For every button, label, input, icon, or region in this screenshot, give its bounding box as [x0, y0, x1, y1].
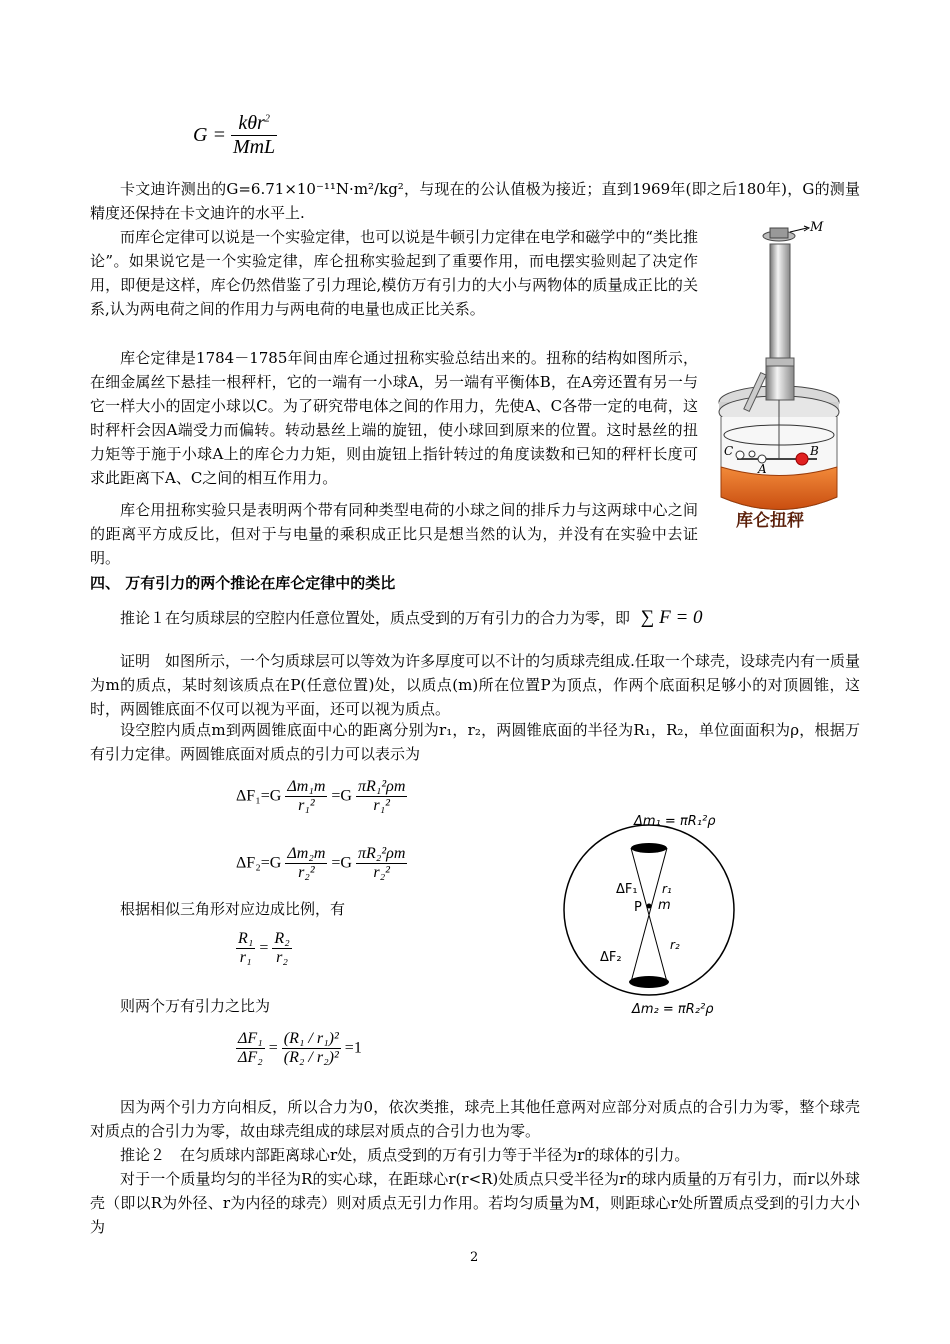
sphere-label-r2: r₂: [670, 938, 680, 952]
torsion-balance-figure: [712, 222, 862, 532]
eq1-mid: =G: [331, 787, 352, 805]
paragraph-torsion-balance: 库仑定律是1784－1785年间由库仑通过扭称实验总结出来的。扭称的结构如图所示，在细金属丝下悬挂一根秤杆，它的一端有一小球A，另一端有平衡体B，在A旁还置有另一与它一样大小的固定小球以C。为了研究带电体之间的作用力，先使A、C各带一定的电荷，这时秤杆会因A端受力而偏转。转动悬丝上端的旋钮，使小球回到原来的位置。这时悬丝的扭力矩等于施于小球A上的库仑力力矩，则由旋钮上指针转过的角度读数和已知的秤杆长度可求此距离下A、C之间的相互作用力。: [90, 349, 698, 487]
formula-g-den: MmL: [232, 136, 276, 158]
eq3-den1: r₁: [239, 949, 252, 966]
sphere-label-p: P: [634, 900, 642, 915]
paragraph-similar-triangles: 根据相似三角形对应边成比例，有: [120, 900, 346, 918]
paragraph-cavendish: 卡文迪许测出的G=6.71×10⁻¹¹N·m²/kg²，与现在的公认值极为接近；直到1969年(即之后180年)，G的测量精度还保持在卡文迪许的水平上.: [90, 180, 860, 222]
torsion-label-a: A: [758, 462, 767, 476]
corollary-1-formula: ∑ F = 0: [640, 607, 703, 628]
eq1-num1: Δm₁m: [287, 778, 326, 795]
torsion-label-b: B: [810, 444, 819, 458]
corollary-1-line: [90, 603, 880, 633]
eq2-mid: =G: [331, 854, 352, 872]
section-heading: 四、 万有引力的两个推论在库仑定律中的类比: [90, 574, 396, 592]
page-number: 2: [470, 1250, 479, 1265]
eq2-den1: r₂²: [298, 864, 315, 881]
sphere-top-label: Δm₁ = πR₁²ρ: [634, 814, 716, 829]
eq4-num1: ΔF₁: [238, 1030, 263, 1047]
eq1-lhs: ΔF₁=G: [236, 787, 282, 805]
eq4-den1: ΔF₂: [238, 1049, 263, 1066]
equation-delta-f2: [236, 845, 407, 882]
formula-g-fraction: [231, 112, 277, 159]
sphere-label-r1: r₁: [662, 882, 672, 896]
eq1-den1: r₁²: [298, 797, 315, 814]
formula-g-sup: 2: [264, 113, 270, 125]
eq2-lhs: ΔF₂=G: [236, 854, 282, 872]
sphere-label-df1: ΔF₁: [616, 882, 638, 897]
paragraph-coulomb-experiment: 库仑用扭称实验只是表明两个带有同种类型电荷的小球之间的排斥力与这两球中心之间的距离平方成反比，但对于与电量的乘积成正比只是想当然的认为，并没有在实验中去证明。: [90, 501, 698, 567]
sphere-shell-figure: [560, 810, 750, 1030]
eq2-den2: r₂²: [373, 864, 390, 881]
eq1-num2: πR₁²ρm: [357, 778, 406, 795]
equation-ratio: [236, 930, 292, 967]
torsion-caption: 库仑扭秤: [736, 511, 804, 531]
eq1-den2: r₁²: [373, 797, 390, 814]
paragraph-setup: 设空腔内质点m到两圆锥底面中心的距离分别为r₁，r₂，两圆锥底面的半径为R₁，R₂，单位面面积为ρ，根据万有引力定律。两圆锥底面对质点的引力可以表示为: [90, 721, 860, 763]
torsion-balance-illustration: [712, 222, 862, 532]
eq4-rhs: =1: [344, 1039, 362, 1057]
eq3-num2: R₂: [274, 930, 290, 947]
paragraph-conclusion: 因为两个引力方向相反，所以合力为0，依次类推，球壳上其他任意两对应部分对质点的合引力为零，整个球壳对质点的合引力为零，故由球壳组成的球层对质点的合引力也为零。: [90, 1098, 860, 1140]
formula-g-num: kθr: [238, 112, 265, 134]
sphere-label-df2: ΔF₂: [600, 950, 622, 965]
eq3-eq: =: [259, 939, 269, 957]
sphere-shell-diagram: [560, 810, 750, 1030]
paragraph-corollary-2: 推论２ 在匀质球内部距离球心r处，质点受到的万有引力等于半径为r的球体的引力。: [120, 1146, 690, 1164]
formula-g: [193, 112, 277, 159]
eq4-eq: =: [268, 1039, 278, 1057]
eq2-num1: Δm₂m: [287, 845, 326, 862]
eq3-den2: r₂: [276, 949, 288, 966]
paragraph-proof: 证明 如图所示，一个匀质球层可以等效为许多厚度可以不计的匀质球壳组成.任取一个球壳，设球壳内有一质量为m的质点，某时刻该质点在P(任意位置)处，以质点(m)所在位置P为顶点，作两个底面积足够小的对顶圆锥，这时，两圆锥底面不仅可以视为平面，还可以视为质点。: [90, 652, 860, 718]
eq4-den2: (R₂ / r₂)²: [283, 1049, 339, 1066]
sphere-label-m: m: [658, 898, 671, 913]
corollary-1-text: 推论１在匀质球层的空腔内任意位置处，质点受到的万有引力的合力为零，即: [120, 609, 631, 627]
formula-g-lhs: G =: [193, 124, 226, 146]
torsion-label-m: M: [810, 220, 824, 235]
torsion-label-c: C: [724, 444, 734, 458]
paragraph-force-ratio: 则两个万有引力之比为: [120, 997, 271, 1015]
eq4-num2: (R₁ / r₁)²: [283, 1030, 339, 1047]
paragraph-coulomb-law: 而库仑定律可以说是一个实验定律，也可以说是牛顿引力定律在电学和磁学中的“类比推论”。如果说它是一个实验定律，库仑扭称实验起到了重要作用，而电摆实验则起了决定作用，即便是这样，库仑仍然借鉴了引力理论,模仿万有引力的大小与两物体的质量成正比的关系,认为两电荷之间的作用力与两电荷的电量也成正比关系。: [90, 228, 698, 318]
eq2-num2: πR₂²ρm: [357, 845, 406, 862]
eq3-num1: R₁: [238, 930, 254, 947]
paragraph-solid-sphere: 对于一个质量均匀的半径为R的实心球，在距球心r(r<R)处质点只受半径为r的球内质量的万有引力，而r以外球壳（即以R为外径、r为内径的球壳）则对质点无引力作用。若均匀质量为M，则距球心r处所置质点受到的引力大小为: [90, 1170, 860, 1236]
equation-delta-f1: [236, 778, 407, 815]
equation-force-ratio: [236, 1030, 362, 1067]
sphere-bottom-label: Δm₂ = πR₂²ρ: [632, 1002, 714, 1017]
